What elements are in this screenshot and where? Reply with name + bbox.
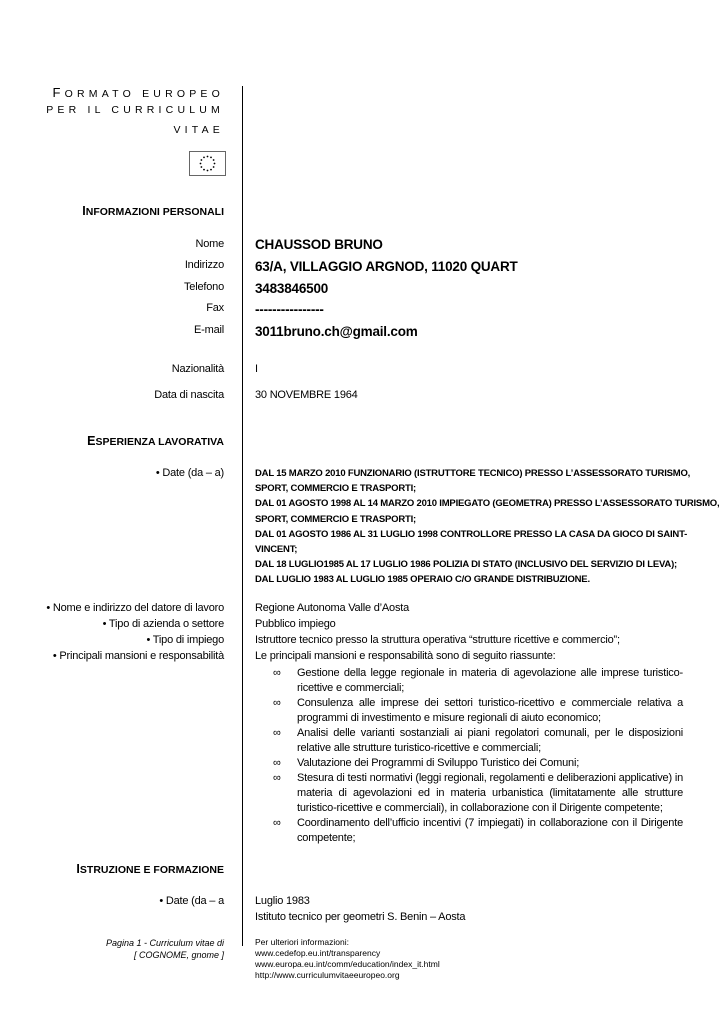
- name-value: CHAUSSOD BRUNO: [255, 237, 383, 252]
- infinity-bullet-icon: ∞: [273, 757, 281, 769]
- duty-text: Valutazione dei Programmi di Sviluppo Turistico dei Comuni;: [297, 757, 580, 769]
- duty-text: Analisi delle varianti sostanziali ai piani regolatori comunali, per le disposizioni relative alle strutture turistico-ricettive e commerciali;: [297, 727, 683, 754]
- header-title-rest: ORMATO EUROPEO: [64, 88, 224, 100]
- section-rest: NFORMAZIONI PERSONALI: [85, 206, 224, 218]
- employer-label: • Nome e indirizzo del datore di lavoro: [46, 602, 224, 614]
- name-label: Nome: [195, 238, 224, 250]
- header-title-line2: PER IL CURRICULUM: [46, 104, 224, 116]
- employer-value: Regione Autonoma Valle d’Aosta: [255, 602, 410, 614]
- job-type-label: • Tipo di impiego: [146, 634, 224, 646]
- footer-page-info: [106, 937, 224, 961]
- vertical-divider: [242, 86, 243, 946]
- sector-value: Pubblico impiego: [255, 618, 336, 630]
- list-item: [273, 666, 683, 696]
- footer-links: [255, 937, 440, 981]
- duty-text: Stesura di testi normativi (leggi regionali, regolamenti e deliberazioni applicative) in materia di agevolazioni ed in materia urbanistica (limitatamente alle strutture turistico-ricettive e commerciali), in collaborazione con il Dirigente competente;: [297, 772, 683, 814]
- experience-line: DAL 01 AGOSTO 1986 AL 31 LUGLIO 1998 CONTROLLORE PRESSO LA CASA DA GIOCO DI SAINT-: [255, 528, 688, 540]
- education-school-value: Istituto tecnico per geometri S. Benin – Aosta: [255, 911, 466, 923]
- experience-line: DAL 01 AGOSTO 1998 AL 14 MARZO 2010 IMPIEGATO (GEOMETRA) PRESSO L’ASSESSORATO TURISMO,: [255, 498, 720, 510]
- duties-intro: Le principali mansioni e responsabilità sono di seguito riassunte:: [255, 650, 556, 662]
- experience-line: SPORT, COMMERCIO E TRASPORTI;: [255, 483, 416, 495]
- section-rest: SPERIENZA LAVORATIVA: [95, 436, 224, 448]
- phone-label: Telefono: [184, 281, 224, 293]
- footer-link-cv-site[interactable]: http://www.curriculumvitaeeuropeo.org: [255, 970, 400, 980]
- section-cap: I: [82, 204, 86, 218]
- footer-page-line2: [ COGNOME, gnome ]: [133, 950, 224, 960]
- header-title-line3: VITAE: [173, 124, 224, 136]
- list-item: [273, 696, 683, 726]
- experience-line: SPORT, COMMERCIO E TRASPORTI;: [255, 513, 416, 525]
- section-cap: E: [87, 434, 96, 448]
- duties-list: [273, 666, 683, 846]
- nationality-label: Nazionalità: [171, 363, 224, 375]
- fax-label: Fax: [206, 302, 224, 314]
- section-personal-info: [82, 204, 224, 218]
- footer-info-heading: Per ulteriori informazioni:: [255, 937, 350, 947]
- footer-link-europa[interactable]: www.europa.eu.int/comm/education/index_it.html: [255, 959, 440, 969]
- duty-text: Gestione della legge regionale in materia di agevolazione alle imprese turistico-ricettive e commerciali;: [297, 667, 683, 694]
- list-item: [273, 756, 683, 771]
- section-rest: STRUZIONE E FORMAZIONE: [79, 864, 224, 876]
- email-value: 3011bruno.ch@gmail.com: [255, 324, 418, 339]
- section-education: [76, 862, 224, 876]
- section-cap: I: [76, 862, 80, 876]
- birth-date-value: 30 NOVEMBRE 1964: [255, 389, 358, 401]
- experience-line: DAL 18 LUGLIO1985 AL 17 LUGLIO 1986 POLIZIA DI STATO (INCLUSIVO DEL SERVIZIO DI LEVA);: [255, 559, 677, 571]
- footer-link-cedefop[interactable]: www.cedefop.eu.int/transparency: [255, 948, 381, 958]
- address-value: 63/A, VILLAGGIO ARGNOD, 11020 QUART: [255, 259, 518, 274]
- sector-label: • Tipo di azienda o settore: [102, 618, 224, 630]
- infinity-bullet-icon: ∞: [273, 667, 281, 679]
- infinity-bullet-icon: ∞: [273, 727, 281, 739]
- experience-line: VINCENT;: [255, 544, 298, 556]
- experience-line: DAL 15 MARZO 2010 FUNZIONARIO (ISTRUTTORE TECNICO) PRESSO L’ASSESSORATO TURISMO,: [255, 468, 691, 479]
- duty-text: Coordinamento dell’ufficio incentivi (7 impiegati) in collaborazione con il Dirigente competente;: [297, 817, 683, 844]
- footer-page-line1: Pagina 1 - Curriculum vitae di: [105, 938, 224, 948]
- list-item: [273, 771, 683, 816]
- section-work-experience: [87, 434, 224, 448]
- duties-label: • Principali mansioni e responsabilità: [52, 650, 224, 662]
- nationality-value: I: [255, 363, 258, 375]
- header-title-line1: [53, 85, 225, 100]
- experience-line: DAL LUGLIO 1983 AL LUGLIO 1985 OPERAIO C/O GRANDE DISTRIBUZIONE.: [255, 574, 590, 586]
- experience-dates-list: [255, 466, 720, 588]
- email-label: E-mail: [194, 324, 224, 336]
- experience-dates-label: • Date (da – a): [155, 467, 224, 479]
- infinity-bullet-icon: ∞: [273, 817, 281, 829]
- job-type-value: Istruttore tecnico presso la struttura operativa “strutture ricettive e commercio”;: [255, 634, 620, 646]
- education-dates-label: • Date (da – a: [159, 895, 224, 907]
- list-item: [273, 816, 683, 846]
- birth-date-label: Data di nascita: [154, 389, 224, 401]
- eu-flag-icon: [189, 151, 226, 176]
- fax-value: ----------------: [255, 302, 324, 317]
- duty-text: Consulenza alle imprese dei settori turistico-ricettivo e commerciale relativa a programmi di investimento e misure regionali di aiuto economico;: [297, 697, 683, 724]
- address-label: Indirizzo: [184, 259, 224, 271]
- phone-value: 3483846500: [255, 281, 329, 296]
- infinity-bullet-icon: ∞: [273, 772, 281, 784]
- infinity-bullet-icon: ∞: [273, 697, 281, 709]
- header-title-cap: F: [52, 85, 65, 100]
- education-dates-value: Luglio 1983: [255, 895, 310, 907]
- list-item: [273, 726, 683, 756]
